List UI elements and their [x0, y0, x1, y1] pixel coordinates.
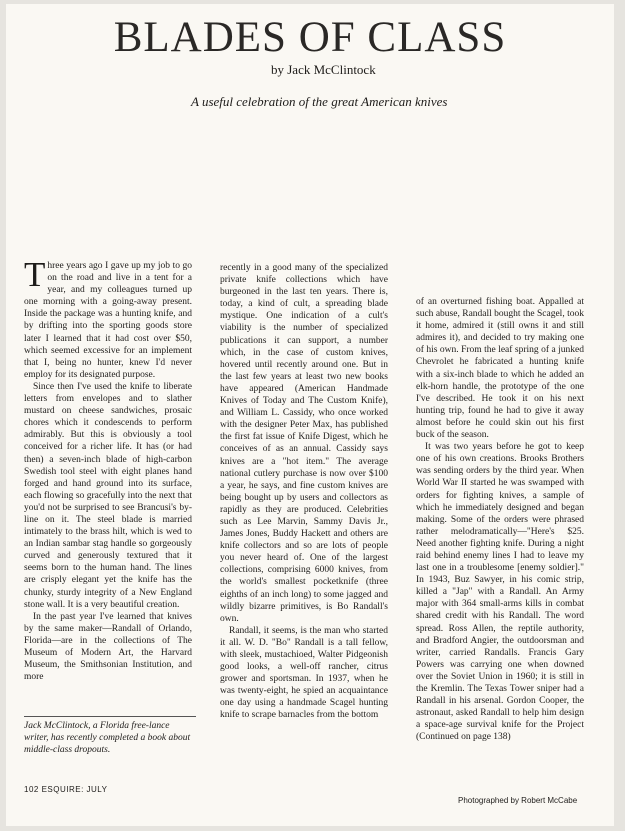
paragraph: of an overturned fishing boat. Appalled at such abuse, Randall bought the Scagel, took it home, admired it (still owns it and still admires it), and decided to try making one of his own. From the leaf spring of a junked Chevrolet he fabricated a hunting knife with a six-inch blade to which he added an elk-horn handle, the prototype of the one I've described. He took it on his next hunting trip, found he had to give it away almost before he could skin out his first buck of the season. — [416, 297, 584, 441]
page-footer: 102 ESQUIRE: JULY — [24, 785, 108, 794]
paragraph: In the past year I've learned that knives by the same maker—Randall of Orlando, Florida—are in the collections of The Museum of Modern Art, the Harvard Museum, the Smithsonian Institution, and more — [24, 611, 192, 683]
text-column-1 — [24, 255, 192, 683]
byline: by Jack McClintock — [271, 62, 376, 77]
paragraph: Randall, it seems, is the man who started it all. W. D. "Bo" Randall is a tall fellow, with sleek, mustachioed, Walter Pidgeonish good looks, a well-off rancher, citrus grower and sportsman. In 1937, when he was twenty-eight, he spied an acquaintance one day using a handmade Scagel hunting knife to scrape barnacles from the bottom — [220, 625, 388, 721]
paragraph: Three years ago I gave up my job to go on the road and live in a tent for a year, and my colleagues turned up one morning with a going-away present. Inside the package was a hunting knife, and by drifting into the sporting goods store later I learned that it had cost over $50, which seemed excessive for an implement that I, being no hunter, knew I'd never employ for its designated purpose. — [24, 255, 192, 380]
paragraph: It was two years before he got to keep one of his own creations. Brooks Brothers was sending orders by the third year. When World War II started he was swamped with orders for fighting knives, a sample of which he immediately designed and began making. Some of the orders were phrased rather melodramatically—"Here's $25. Need another fighting knife. During a night raid behind enemy lines I had to leave my last one in a troublesome [enemy soldier]." In 1943, Buz Sawyer, in his comic strip, killed a "Jap" with a Randall. An Army major with 364 small-arms kills in combat shared credit with his Randall. The word spread. Ross Allen, the reptile authority, and Bradford Angier, the outdoorsman and writer, carried Randalls. Francis Gary Powers was carrying one when downed over the Soviet Union in 1960; it is still in the Kremlin. The Texas Tower sniper had a Randall in his arsenal. Gordon Cooper, the astronaut, asked Randall to help him design a space-age survival knife for the Project (Continued on page 138) — [416, 442, 584, 743]
photo-credit: Photographed by Robert McCabe — [458, 796, 578, 805]
paragraph: recently in a good many of the specialized private knife collections which have burgeoned in the last ten years. There is, today, a kind of cult, a spreading blade mystique. One indication of a cult's viability is the number of specialized publications it can support, a number which, in the case of custom knives, hovered until recently around one. But in the last few years at least two new books have appeared (American Handmade Knives of Today and The Custom Knife), and William L. Cassidy, who once worked with the designer Peter Max, has published the first fat issue of Knife Digest, which he conceives of as an annual. Cassidy says knives are a "hot item." The average national cutlery purchase is now over $100 a year, he says, and fine custom knives are being bought up by users and collectors as rapidly as they are produced. Celebrities such as Lee Marvin, Sammy Davis Jr., James Jones, Buddy Hackett and others are knife collectors and so are lots of people you never heard of. One of the largest collections, comprising 6000 knives, from the world's smallest pocketknife (three eighths of an inch long) to some jagged and wildly bizarre primitives, is Bo Randall's own. — [220, 263, 388, 624]
text-column-3 — [416, 296, 584, 743]
author-bio: Jack McClintock, a Florida free-lance writer, has recently completed a book about middle-class dropouts. — [24, 716, 196, 756]
paragraph: Since then I've used the knife to liberate letters from envelopes and to slather mustard on cheese sandwiches, prosaic chores which it condescends to perform admirably. But this is obviously a tool conceived for a richer life. It has (or had then) a seven-inch blade of high-carbon Swedish tool steel with eight planes hand forged and hand ground into its surface, each flowing so gracefully into the next that you'd not be surprised to see Brancusi's by-line on it. The steel blade is married intimately to the brass hilt, which is wed to an Indian sambar stag handle so gorgeously curved and generously textured that it seems born to the human hand. The lines are crisply elegant yet the knife has the chunky, sturdy integrity of a New England stone wall. It is a very beautiful creation. — [24, 381, 192, 610]
article-title: BLADES OF CLASS — [113, 14, 507, 61]
article-subtitle: A useful celebration of the great American knives — [191, 94, 448, 109]
text-column-2 — [220, 262, 388, 722]
magazine-page — [6, 4, 614, 826]
